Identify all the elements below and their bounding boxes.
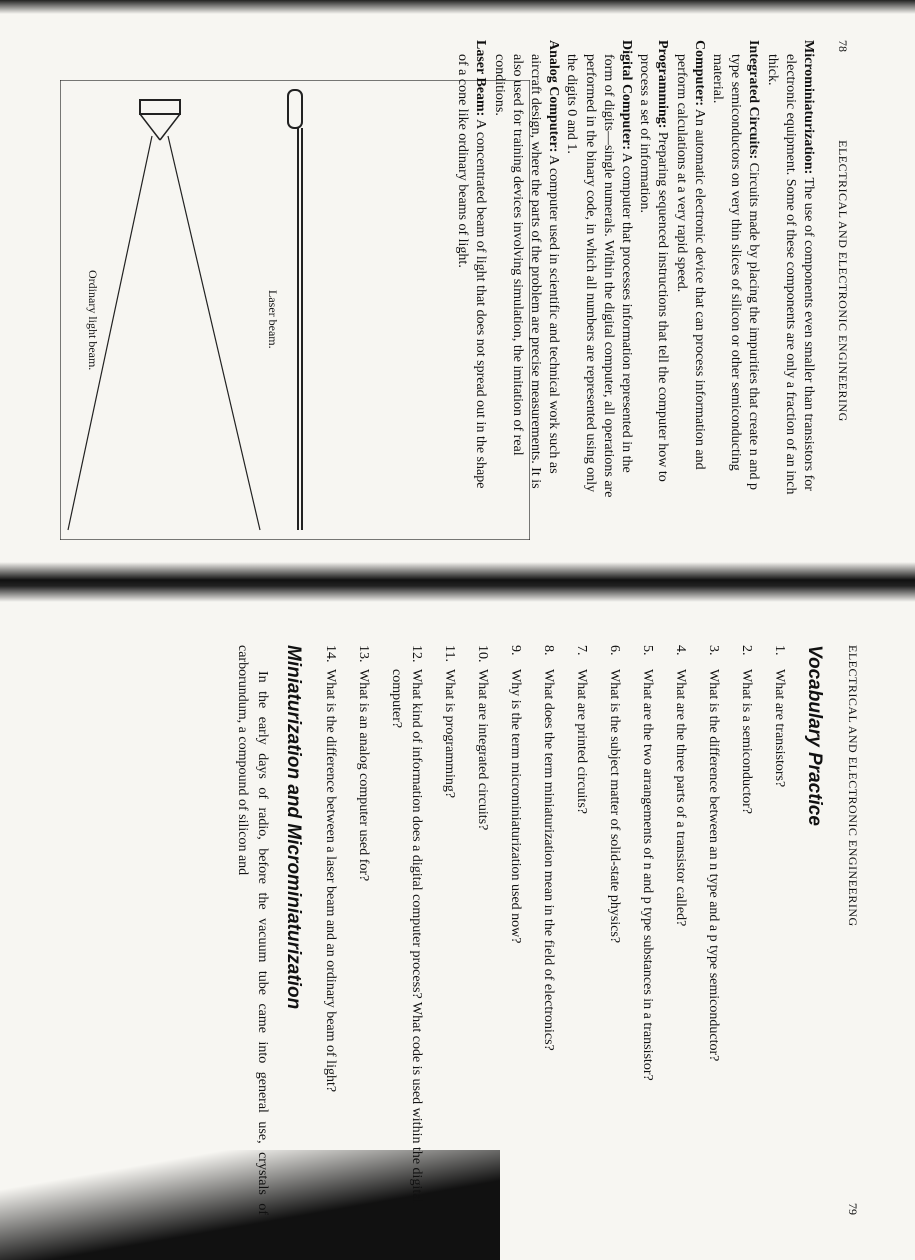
laser-tube-icon [288,90,302,128]
section-title: Vocabulary Practice [804,645,825,826]
question-list [320,645,789,1215]
figure-label-ordinary: Ordinary light beam. [86,270,100,371]
beam-figure-diagram [60,80,530,540]
running-head: ELECTRICAL AND ELECTRONIC ENGINEERING [846,645,860,927]
scan-edge-top [0,0,915,14]
question-item: 6. What is the subject matter of solid-state physics? [607,645,622,944]
question-item: 9. Why is the term microminiaturization used now? [508,645,523,944]
section-title-2: Miniaturization and Microminiaturization [283,645,304,1010]
glossary-entry: Analog Computer: A computer used in scientific and technical work such as aircraft design, where the parts of the problem are precise measurements. It is also used for training devices involving simulation, the imitation of real conditions. [491,40,562,489]
page-79 [50,645,860,1215]
question-item: 1. What are transistors? [772,645,787,788]
figure-frame [60,80,530,540]
question-item: 5. What are the two arrangements of n and p type substances in a transistor? [640,645,655,1081]
question-item: 14. What is the difference between a laser beam and an ordinary beam of light? [323,645,338,1093]
body-paragraph: In the early days of radio, before the vacuum tube came into general use, crystals of carborundum, a compound of silicon and [235,645,270,1215]
page-number: 78 [836,40,850,52]
page-gutter-shadow [0,562,915,602]
question-item: 2. What is a semiconductor? [739,645,754,815]
question-item: 7. What are printed circuits? [574,645,589,814]
question-item: 4. What are the three parts of a transistor called? [673,645,688,927]
page-number: 79 [846,1203,860,1215]
question-item: 10. What are integrated circuits? [475,645,490,831]
glossary-entry: Programming: Preparing sequenced instructions that tell the computer how to process a set of information. [637,40,671,482]
question-item: 12. What kind of information does a digital computer process? What code is used within the digital computer? [389,645,424,1204]
glossary-entry: Computer: An automatic electronic device that can process information and perform calculations at a very rapid speed. [673,40,707,470]
glossary-entry: Integrated Circuits: Circuits made by placing the impurities that create n and p type semiconductors on very thin slices of silicon or other semiconducting material. [709,40,762,490]
flashlight-icon [140,100,180,114]
glossary-entry: Digital Computer: A computer that processes information represented in the form of digits—single numerals. Within the digital computer, all operations are performed in the binary code, in which all numbers are represented using only the digits 0 and 1. [564,40,634,498]
glossary-entry: Microminiaturization: The use of components even smaller than transistors for electronic equipment. Some of these components are only a fraction of an inch thick. [764,40,816,495]
question-item: 11. What is programming? [442,645,457,799]
question-item: 13. What is an analog computer used for? [356,645,371,882]
question-item: 3. What is the difference between an n type and a p type semiconductor? [706,645,721,1062]
glossary-entry: Laser Beam: A concentrated beam of light that does not spread out in the shape of a cone like ordinary beams of light. [455,40,489,489]
ordinary-beam-edge [168,136,260,530]
ordinary-beam-edge [68,136,152,530]
figure-label-laser: Laser beam. [266,290,280,349]
running-head: ELECTRICAL AND ELECTRONIC ENGINEERING [836,140,850,422]
question-item: 8. What does the term miniaturization mean in the field of electronics? [541,645,556,1051]
